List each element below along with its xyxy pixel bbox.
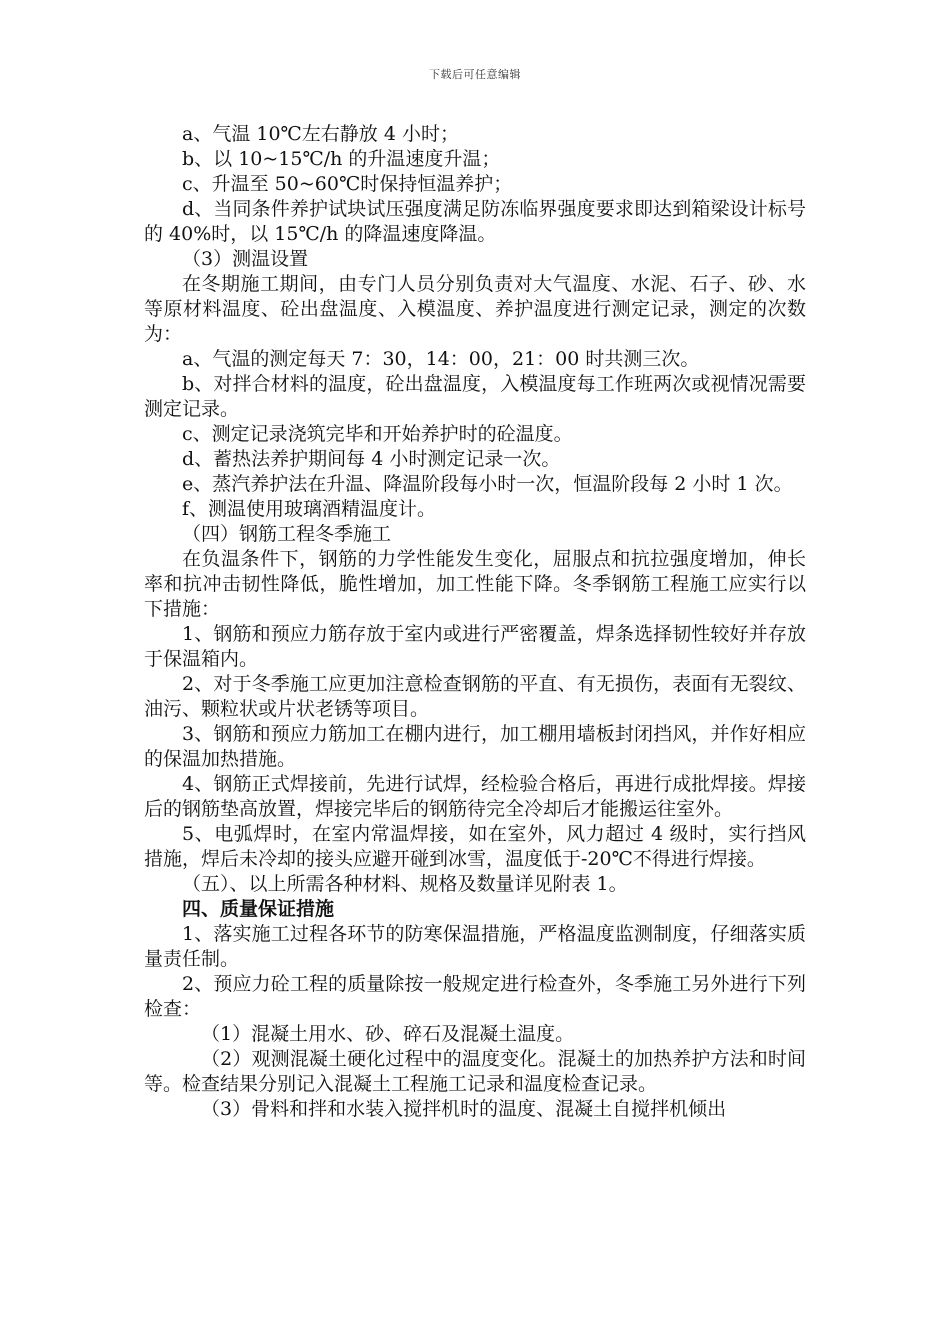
paragraph: 5、电弧焊时，在室内常温焊接，如在室外，风力超过 4 级时，实行挡风措施，焊后未冷却的接头应避开碰到冰雪，温度低于-20℃不得进行焊接。 [144,823,806,870]
paragraph: b、对拌合材料的温度，砼出盘温度，入模温度每工作班两次或视情况需要测定记录。 [144,373,806,420]
page-header: 下载后可任意编辑 [429,68,521,81]
paragraph: 3、钢筋和预应力筋加工在棚内进行，加工棚用墙板封闭挡风，并作好相应的保温加热措施。 [144,723,806,770]
paragraph: a、气温的测定每天 7：30，14：00，21：00 时共测三次。 [182,348,700,370]
document-body [144,122,806,1122]
paragraph: （四）钢筋工程冬季施工 [182,523,392,545]
paragraph: d、当同条件养护试块试压强度满足防冻临界强度要求即达到箱梁设计标号的 40%时，以 15℃/h 的降温速度降温。 [144,198,806,245]
paragraph: e、蒸汽养护法在升温、降温阶段每小时一次，恒温阶段每 2 小时 1 次。 [182,473,793,495]
paragraph: a、气温 10℃左右静放 4 小时； [182,123,459,145]
paragraph: （3）测温设置 [182,248,309,270]
section-heading: 四、质量保证措施 [182,898,335,920]
paragraph: （1）混凝土用水、砂、碎石及混凝土温度。 [201,1023,575,1045]
paragraph: 2、对于冬季施工应更加注意检查钢筋的平直、有无损伤，表面有无裂纹、油污、颗粒状或片状老锈等项目。 [144,673,806,720]
paragraph: 1、落实施工过程各环节的防寒保温措施，严格温度监测制度，仔细落实质量责任制。 [144,923,806,970]
paragraph: c、升温至 50~60℃时保持恒温养护； [182,173,513,195]
paragraph: （五）、以上所需各种材料、规格及数量详见附表 1。 [182,873,628,895]
paragraph: 2、预应力砼工程的质量除按一般规定进行检查外，冬季施工另外进行下列检查： [144,973,806,1020]
paragraph: d、蓄热法养护期间每 4 小时测定记录一次。 [182,448,561,470]
paragraph: c、测定记录浇筑完毕和开始养护时的砼温度。 [182,423,573,445]
paragraph: b、以 10~15℃/h 的升温速度升温； [182,148,501,170]
paragraph: f、测温使用玻璃酒精温度计。 [182,498,437,520]
paragraph: 4、钢筋正式焊接前，先进行试焊，经检验合格后，再进行成批焊接。焊接后的钢筋垫高放置，焊接完毕后的钢筋待完全冷却后才能搬运往室外。 [144,773,806,820]
paragraph: 在冬期施工期间，由专门人员分别负责对大气温度、水泥、石子、砂、水等原材料温度、砼出盘温度、入模温度、养护温度进行测定记录，测定的次数为： [144,273,806,345]
paragraph: 1、钢筋和预应力筋存放于室内或进行严密覆盖，焊条选择韧性较好并存放于保温箱内。 [144,623,806,670]
paragraph: （3）骨料和拌和水装入搅拌机时的温度、混凝土自搅拌机倾出 [201,1098,727,1120]
paragraph: （2）观测混凝土硬化过程中的温度变化。混凝土的加热养护方法和时间等。检查结果分别记入混凝土工程施工记录和温度检查记录。 [144,1048,806,1095]
paragraph: 在负温条件下，钢筋的力学性能发生变化，屈服点和抗拉强度增加，伸长率和抗冲击韧性降低，脆性增加，加工性能下降。冬季钢筋工程施工应实行以下措施： [144,548,806,620]
